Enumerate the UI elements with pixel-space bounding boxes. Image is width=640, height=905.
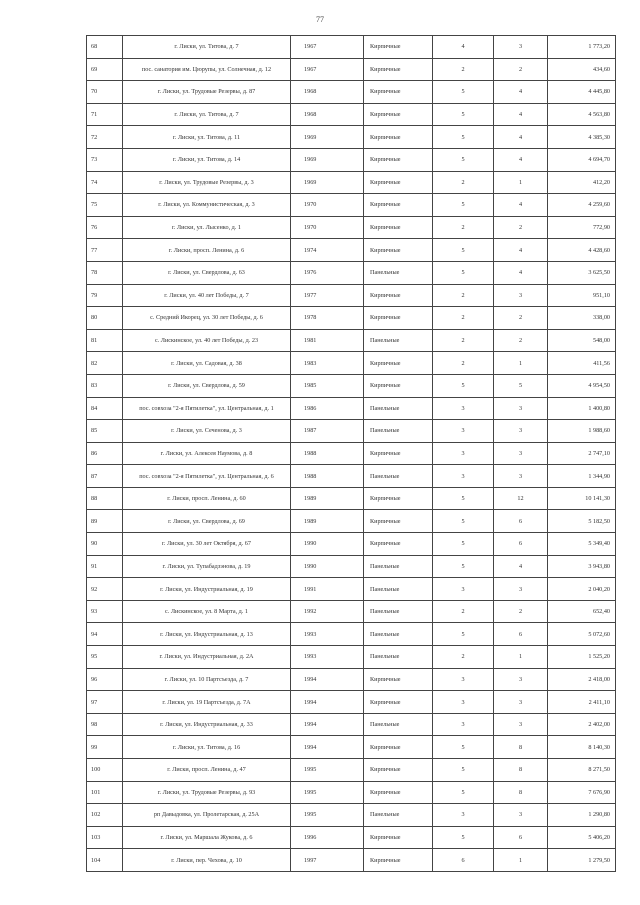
table-row (87, 623, 616, 646)
table-row (87, 759, 616, 782)
cell-wall-material: Кирпичные (364, 239, 433, 262)
table-row (87, 804, 616, 827)
table-row (87, 600, 616, 623)
cell-address: г. Лиски, ул. Маршала Жукова, д. 6 (123, 826, 291, 849)
cell-row-number: 93 (87, 600, 123, 623)
table-row (87, 239, 616, 262)
table-row (87, 36, 616, 59)
cell-address: г. Лиски, ул. 40 лет Победы, д. 7 (123, 284, 291, 307)
cell-area: 2 418,00 (548, 668, 616, 691)
cell-address: г. Лиски, ул. 30 лет Октября, д. 67 (123, 533, 291, 556)
cell-floors: 3 (433, 420, 494, 443)
cell-floors: 3 (433, 804, 494, 827)
cell-row-number: 83 (87, 374, 123, 397)
cell-area: 4 428,60 (548, 239, 616, 262)
cell-address: г. Лиски, ул. Садовая, д. 38 (123, 352, 291, 375)
cell-row-number: 76 (87, 216, 123, 239)
cell-row-number: 102 (87, 804, 123, 827)
cell-floors: 5 (433, 510, 494, 533)
cell-address: г. Лиски, ул. Титова, д. 7 (123, 36, 291, 59)
cell-wall-material: Кирпичные (364, 374, 433, 397)
cell-area: 4 259,60 (548, 194, 616, 217)
cell-area: 4 563,80 (548, 103, 616, 126)
cell-build-year: 1970 (291, 216, 364, 239)
cell-build-year: 1997 (291, 849, 364, 872)
table-row (87, 81, 616, 104)
cell-row-number: 69 (87, 58, 123, 81)
cell-build-year: 1994 (291, 668, 364, 691)
housing-registry-table (86, 35, 616, 872)
cell-entrances: 4 (494, 103, 548, 126)
table-row (87, 420, 616, 443)
cell-entrances: 4 (494, 239, 548, 262)
cell-entrances: 6 (494, 510, 548, 533)
cell-area: 772,90 (548, 216, 616, 239)
cell-build-year: 1990 (291, 555, 364, 578)
cell-wall-material: Панельные (364, 397, 433, 420)
cell-wall-material: Панельные (364, 713, 433, 736)
cell-entrances: 3 (494, 420, 548, 443)
cell-entrances: 8 (494, 781, 548, 804)
cell-build-year: 1968 (291, 103, 364, 126)
cell-entrances: 3 (494, 713, 548, 736)
cell-floors: 5 (433, 623, 494, 646)
cell-floors: 5 (433, 759, 494, 782)
cell-floors: 3 (433, 713, 494, 736)
cell-floors: 5 (433, 555, 494, 578)
cell-entrances: 4 (494, 126, 548, 149)
cell-entrances: 2 (494, 216, 548, 239)
cell-wall-material: Кирпичные (364, 216, 433, 239)
cell-row-number: 96 (87, 668, 123, 691)
page-number: 77 (316, 15, 324, 24)
cell-address: г. Лиски, ул. Индустриальная, д. 13 (123, 623, 291, 646)
cell-area: 2 411,10 (548, 691, 616, 714)
cell-wall-material: Панельные (364, 261, 433, 284)
cell-wall-material: Кирпичные (364, 307, 433, 330)
cell-build-year: 1994 (291, 691, 364, 714)
cell-address: г. Лиски, ул. Индустриальная, д. 33 (123, 713, 291, 736)
cell-floors: 2 (433, 646, 494, 669)
cell-area: 7 676,90 (548, 781, 616, 804)
cell-area: 4 694,70 (548, 148, 616, 171)
cell-area: 5 349,40 (548, 533, 616, 556)
cell-area: 434,60 (548, 58, 616, 81)
cell-build-year: 1994 (291, 736, 364, 759)
cell-floors: 5 (433, 487, 494, 510)
cell-build-year: 1977 (291, 284, 364, 307)
cell-address: г. Лиски, просп. Ленина, д. 6 (123, 239, 291, 262)
cell-build-year: 1994 (291, 713, 364, 736)
cell-area: 548,00 (548, 329, 616, 352)
cell-floors: 5 (433, 148, 494, 171)
cell-area: 10 141,30 (548, 487, 616, 510)
cell-wall-material: Кирпичные (364, 352, 433, 375)
cell-area: 1 400,80 (548, 397, 616, 420)
table-row (87, 397, 616, 420)
table-row (87, 148, 616, 171)
cell-area: 4 385,30 (548, 126, 616, 149)
cell-floors: 5 (433, 103, 494, 126)
cell-area: 2 402,00 (548, 713, 616, 736)
cell-row-number: 73 (87, 148, 123, 171)
table-row (87, 216, 616, 239)
cell-row-number: 78 (87, 261, 123, 284)
cell-wall-material: Кирпичные (364, 781, 433, 804)
cell-address: с. Лискинское, ул. 40 лет Победы, д. 23 (123, 329, 291, 352)
cell-entrances: 3 (494, 397, 548, 420)
cell-area: 411,56 (548, 352, 616, 375)
cell-build-year: 1967 (291, 58, 364, 81)
cell-build-year: 1992 (291, 600, 364, 623)
table-row (87, 826, 616, 849)
cell-wall-material: Панельные (364, 646, 433, 669)
cell-floors: 6 (433, 849, 494, 872)
cell-wall-material: Кирпичные (364, 58, 433, 81)
cell-area: 8 140,30 (548, 736, 616, 759)
cell-entrances: 2 (494, 600, 548, 623)
cell-address: пос. совхоза "2-я Пятилетка", ул. Центральная, д. 1 (123, 397, 291, 420)
cell-address: с. Лискинское, ул. 8 Марта, д. 1 (123, 600, 291, 623)
cell-floors: 2 (433, 307, 494, 330)
cell-wall-material: Кирпичные (364, 487, 433, 510)
cell-wall-material: Панельные (364, 555, 433, 578)
cell-build-year: 1988 (291, 442, 364, 465)
cell-address: г. Лиски, ул. 10 Партсъезда, д. 7 (123, 668, 291, 691)
table-row (87, 171, 616, 194)
table-row (87, 691, 616, 714)
cell-entrances: 3 (494, 668, 548, 691)
table-row (87, 352, 616, 375)
cell-wall-material: Панельные (364, 420, 433, 443)
cell-entrances: 3 (494, 804, 548, 827)
cell-floors: 3 (433, 691, 494, 714)
cell-address: рп Давыдовка, ул. Пролетарская, д. 25А (123, 804, 291, 827)
cell-entrances: 3 (494, 578, 548, 601)
cell-address: г. Лиски, ул. Свердлова, д. 69 (123, 510, 291, 533)
cell-entrances: 1 (494, 171, 548, 194)
cell-area: 5 182,50 (548, 510, 616, 533)
cell-wall-material: Кирпичные (364, 284, 433, 307)
cell-area: 2 040,20 (548, 578, 616, 601)
cell-wall-material: Кирпичные (364, 533, 433, 556)
cell-floors: 3 (433, 668, 494, 691)
table-row (87, 374, 616, 397)
cell-build-year: 1989 (291, 487, 364, 510)
cell-wall-material: Кирпичные (364, 510, 433, 533)
cell-floors: 5 (433, 194, 494, 217)
cell-build-year: 1983 (291, 352, 364, 375)
cell-wall-material: Кирпичные (364, 759, 433, 782)
cell-area: 5 406,20 (548, 826, 616, 849)
cell-row-number: 89 (87, 510, 123, 533)
table-body (87, 36, 616, 872)
table-row (87, 533, 616, 556)
cell-area: 652,40 (548, 600, 616, 623)
cell-floors: 5 (433, 126, 494, 149)
cell-row-number: 88 (87, 487, 123, 510)
cell-entrances: 4 (494, 194, 548, 217)
cell-build-year: 1995 (291, 781, 364, 804)
cell-entrances: 2 (494, 307, 548, 330)
cell-entrances: 6 (494, 623, 548, 646)
cell-wall-material: Кирпичные (364, 442, 433, 465)
cell-row-number: 80 (87, 307, 123, 330)
cell-wall-material: Панельные (364, 465, 433, 488)
cell-row-number: 91 (87, 555, 123, 578)
cell-floors: 5 (433, 826, 494, 849)
cell-build-year: 1991 (291, 578, 364, 601)
cell-floors: 2 (433, 329, 494, 352)
cell-build-year: 1974 (291, 239, 364, 262)
cell-wall-material: Панельные (364, 329, 433, 352)
cell-build-year: 1981 (291, 329, 364, 352)
cell-build-year: 1969 (291, 171, 364, 194)
cell-entrances: 4 (494, 148, 548, 171)
table-row (87, 284, 616, 307)
table-row (87, 646, 616, 669)
table-row (87, 329, 616, 352)
cell-build-year: 1967 (291, 36, 364, 59)
cell-area: 2 747,10 (548, 442, 616, 465)
cell-entrances: 1 (494, 352, 548, 375)
cell-area: 3 943,80 (548, 555, 616, 578)
cell-wall-material: Кирпичные (364, 691, 433, 714)
cell-floors: 3 (433, 397, 494, 420)
table-row (87, 713, 616, 736)
cell-row-number: 71 (87, 103, 123, 126)
cell-area: 1 773,20 (548, 36, 616, 59)
cell-address: г. Лиски, ул. Алексея Наумова, д. 8 (123, 442, 291, 465)
cell-build-year: 1985 (291, 374, 364, 397)
cell-build-year: 1976 (291, 261, 364, 284)
cell-address: г. Лиски, ул. 19 Партсъезда, д. 7А (123, 691, 291, 714)
cell-entrances: 4 (494, 555, 548, 578)
table-row (87, 465, 616, 488)
cell-entrances: 3 (494, 691, 548, 714)
table-row (87, 510, 616, 533)
cell-row-number: 95 (87, 646, 123, 669)
cell-build-year: 1989 (291, 510, 364, 533)
table-row (87, 668, 616, 691)
cell-area: 412,20 (548, 171, 616, 194)
cell-floors: 3 (433, 465, 494, 488)
cell-entrances: 6 (494, 533, 548, 556)
cell-floors: 4 (433, 36, 494, 59)
cell-build-year: 1987 (291, 420, 364, 443)
cell-floors: 5 (433, 781, 494, 804)
cell-row-number: 99 (87, 736, 123, 759)
cell-address: г. Лиски, ул. Свердлова, д. 59 (123, 374, 291, 397)
cell-area: 1 290,80 (548, 804, 616, 827)
cell-wall-material: Кирпичные (364, 148, 433, 171)
cell-build-year: 1978 (291, 307, 364, 330)
cell-address: с. Средний Икорец, ул. 30 лет Победы, д. 6 (123, 307, 291, 330)
cell-row-number: 86 (87, 442, 123, 465)
cell-build-year: 1990 (291, 533, 364, 556)
cell-row-number: 103 (87, 826, 123, 849)
cell-floors: 2 (433, 216, 494, 239)
cell-build-year: 1993 (291, 623, 364, 646)
cell-entrances: 1 (494, 849, 548, 872)
cell-area: 338,00 (548, 307, 616, 330)
cell-area: 5 072,60 (548, 623, 616, 646)
cell-floors: 2 (433, 58, 494, 81)
cell-floors: 3 (433, 578, 494, 601)
table-row (87, 103, 616, 126)
cell-row-number: 70 (87, 81, 123, 104)
table-row (87, 849, 616, 872)
cell-row-number: 68 (87, 36, 123, 59)
cell-area: 1 988,60 (548, 420, 616, 443)
table-row (87, 781, 616, 804)
cell-row-number: 85 (87, 420, 123, 443)
cell-area: 1 525,20 (548, 646, 616, 669)
cell-row-number: 82 (87, 352, 123, 375)
cell-build-year: 1988 (291, 465, 364, 488)
cell-entrances: 8 (494, 759, 548, 782)
cell-wall-material: Кирпичные (364, 171, 433, 194)
cell-floors: 2 (433, 171, 494, 194)
cell-row-number: 100 (87, 759, 123, 782)
cell-wall-material: Кирпичные (364, 103, 433, 126)
cell-build-year: 1996 (291, 826, 364, 849)
cell-entrances: 1 (494, 646, 548, 669)
cell-entrances: 3 (494, 442, 548, 465)
cell-address: г. Лиски, пер. Чехова, д. 10 (123, 849, 291, 872)
cell-wall-material: Кирпичные (364, 668, 433, 691)
cell-build-year: 1995 (291, 804, 364, 827)
cell-address: г. Лиски, ул. Свердлова, д. 63 (123, 261, 291, 284)
cell-address: г. Лиски, ул. Титова, д. 11 (123, 126, 291, 149)
cell-build-year: 1970 (291, 194, 364, 217)
cell-row-number: 72 (87, 126, 123, 149)
cell-wall-material: Панельные (364, 578, 433, 601)
cell-address: г. Лиски, ул. Сеченова, д. 3 (123, 420, 291, 443)
cell-floors: 2 (433, 352, 494, 375)
cell-address: г. Лиски, ул. Лысенко, д. 1 (123, 216, 291, 239)
cell-wall-material: Кирпичные (364, 849, 433, 872)
cell-entrances: 5 (494, 374, 548, 397)
cell-area: 951,10 (548, 284, 616, 307)
cell-area: 1 279,50 (548, 849, 616, 872)
cell-floors: 5 (433, 374, 494, 397)
cell-row-number: 77 (87, 239, 123, 262)
cell-wall-material: Панельные (364, 623, 433, 646)
table-row (87, 194, 616, 217)
cell-entrances: 8 (494, 736, 548, 759)
cell-row-number: 101 (87, 781, 123, 804)
cell-floors: 5 (433, 239, 494, 262)
cell-row-number: 87 (87, 465, 123, 488)
cell-address: г. Лиски, ул. Индустриальная, д. 2А (123, 646, 291, 669)
cell-row-number: 97 (87, 691, 123, 714)
table-row (87, 736, 616, 759)
table-row (87, 58, 616, 81)
cell-address: г. Лиски, ул. Трудовые Резервы, д. 87 (123, 81, 291, 104)
cell-area: 4 445,80 (548, 81, 616, 104)
table-row (87, 442, 616, 465)
cell-entrances: 3 (494, 465, 548, 488)
cell-row-number: 92 (87, 578, 123, 601)
cell-entrances: 4 (494, 261, 548, 284)
cell-row-number: 81 (87, 329, 123, 352)
cell-wall-material: Кирпичные (364, 826, 433, 849)
cell-entrances: 2 (494, 58, 548, 81)
cell-row-number: 104 (87, 849, 123, 872)
cell-floors: 5 (433, 736, 494, 759)
cell-area: 8 271,50 (548, 759, 616, 782)
cell-build-year: 1993 (291, 646, 364, 669)
cell-entrances: 3 (494, 36, 548, 59)
cell-area: 4 954,50 (548, 374, 616, 397)
cell-row-number: 94 (87, 623, 123, 646)
cell-floors: 2 (433, 284, 494, 307)
cell-build-year: 1969 (291, 126, 364, 149)
cell-row-number: 75 (87, 194, 123, 217)
cell-address: г. Лиски, ул. Титова, д. 7 (123, 103, 291, 126)
cell-floors: 5 (433, 533, 494, 556)
cell-address: г. Лиски, ул. Трудовые Резервы, д. 93 (123, 781, 291, 804)
cell-address: г. Лиски, ул. Коммунистическая, д. 3 (123, 194, 291, 217)
cell-row-number: 79 (87, 284, 123, 307)
cell-wall-material: Кирпичные (364, 81, 433, 104)
cell-address: г. Лиски, ул. Титова, д. 14 (123, 148, 291, 171)
cell-address: г. Лиски, ул. Индустриальная, д. 19 (123, 578, 291, 601)
cell-row-number: 84 (87, 397, 123, 420)
table-row (87, 555, 616, 578)
cell-entrances: 4 (494, 81, 548, 104)
cell-wall-material: Кирпичные (364, 194, 433, 217)
cell-row-number: 98 (87, 713, 123, 736)
cell-address: г. Лиски, ул. Трудовые Резервы, д. 3 (123, 171, 291, 194)
cell-wall-material: Кирпичные (364, 126, 433, 149)
cell-build-year: 1969 (291, 148, 364, 171)
cell-wall-material: Кирпичные (364, 736, 433, 759)
cell-wall-material: Кирпичные (364, 36, 433, 59)
cell-address: пос. санатория им. Цюрупы, ул. Солнечная, д. 12 (123, 58, 291, 81)
cell-wall-material: Панельные (364, 600, 433, 623)
cell-address: пос. совхоза "2-я Пятилетка", ул. Центральная, д. 6 (123, 465, 291, 488)
cell-entrances: 2 (494, 329, 548, 352)
cell-build-year: 1986 (291, 397, 364, 420)
cell-floors: 5 (433, 261, 494, 284)
table-row (87, 307, 616, 330)
cell-floors: 5 (433, 81, 494, 104)
cell-build-year: 1995 (291, 759, 364, 782)
cell-build-year: 1968 (291, 81, 364, 104)
cell-wall-material: Панельные (364, 804, 433, 827)
cell-address: г. Лиски, ул. Тупабадзэнова, д. 19 (123, 555, 291, 578)
cell-entrances: 12 (494, 487, 548, 510)
cell-row-number: 74 (87, 171, 123, 194)
cell-entrances: 6 (494, 826, 548, 849)
table-row (87, 578, 616, 601)
cell-floors: 3 (433, 442, 494, 465)
table-row (87, 126, 616, 149)
cell-area: 1 344,90 (548, 465, 616, 488)
cell-address: г. Лиски, просп. Ленина, д. 47 (123, 759, 291, 782)
cell-address: г. Лиски, ул. Титова, д. 16 (123, 736, 291, 759)
cell-row-number: 90 (87, 533, 123, 556)
table-row (87, 487, 616, 510)
cell-address: г. Лиски, просп. Ленина, д. 60 (123, 487, 291, 510)
cell-entrances: 3 (494, 284, 548, 307)
cell-area: 3 625,50 (548, 261, 616, 284)
table-row (87, 261, 616, 284)
cell-floors: 2 (433, 600, 494, 623)
